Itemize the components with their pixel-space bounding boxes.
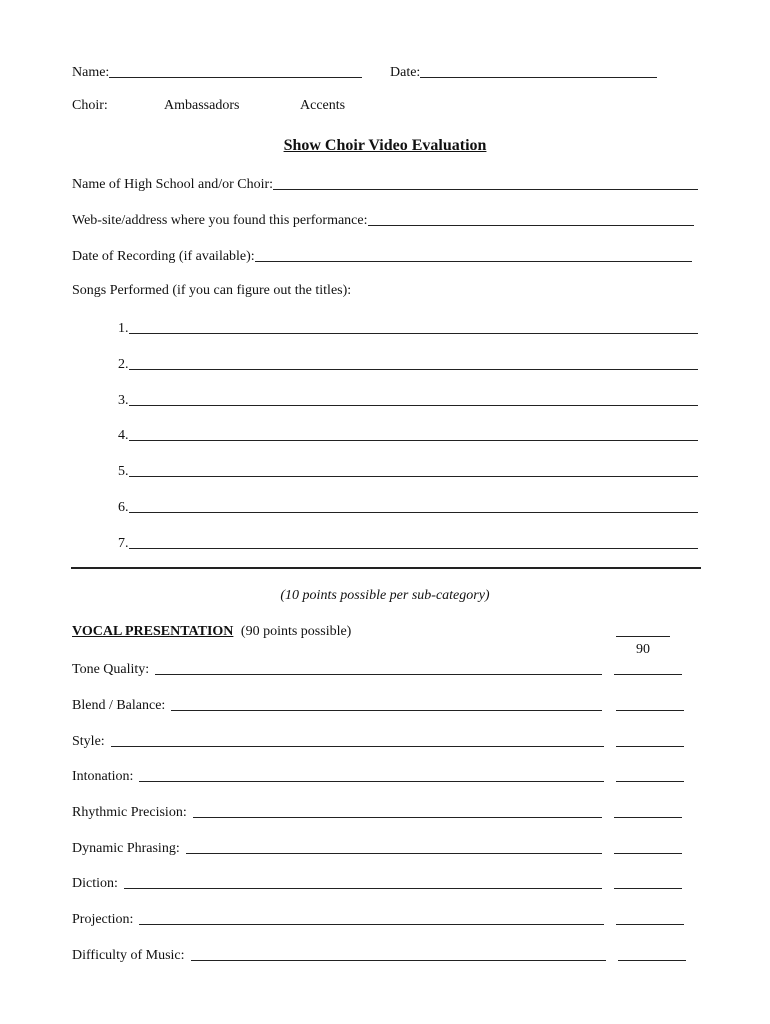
date-line[interactable] xyxy=(420,77,657,78)
comment-line[interactable] xyxy=(111,746,604,747)
song-blank[interactable] xyxy=(129,512,699,513)
category-row[interactable] xyxy=(72,944,686,964)
category-label: Intonation: xyxy=(72,769,134,784)
comment-line[interactable] xyxy=(139,924,604,925)
score-blank[interactable] xyxy=(614,817,682,818)
song-line[interactable] xyxy=(118,424,698,444)
category-label: Rhythmic Precision: xyxy=(72,805,187,820)
school-line[interactable] xyxy=(273,189,698,190)
song-line[interactable] xyxy=(118,389,698,409)
name-line[interactable] xyxy=(109,77,362,78)
vocal-total-blank[interactable] xyxy=(616,626,670,640)
comment-line[interactable] xyxy=(191,960,606,961)
song-blank[interactable] xyxy=(129,369,699,370)
comment-line[interactable] xyxy=(124,888,602,889)
song-blank[interactable] xyxy=(129,548,699,549)
score-blank[interactable] xyxy=(616,924,684,925)
website-field[interactable] xyxy=(72,209,694,229)
song-number: 7. xyxy=(118,536,129,551)
date-label: Date: xyxy=(390,65,421,80)
vocal-section-title: VOCAL PRESENTATION xyxy=(72,624,234,639)
song-number: 3. xyxy=(118,393,129,408)
divider xyxy=(71,567,701,569)
score-blank[interactable] xyxy=(614,888,682,889)
song-number: 5. xyxy=(118,464,129,479)
school-label: Name of High School and/or Choir: xyxy=(72,177,274,192)
comment-line[interactable] xyxy=(186,853,602,854)
song-line[interactable] xyxy=(118,317,698,337)
category-row[interactable] xyxy=(72,837,682,857)
website-label: Web-site/address where you found this performance: xyxy=(72,213,368,228)
category-row[interactable] xyxy=(72,658,682,678)
category-label: Difficulty of Music: xyxy=(72,948,185,963)
points-note: (10 points possible per sub-category) xyxy=(280,588,490,603)
score-blank[interactable] xyxy=(616,781,684,782)
category-label: Tone Quality: xyxy=(72,662,150,677)
school-field[interactable] xyxy=(72,173,698,193)
choir-option-ambassadors[interactable]: Ambassadors xyxy=(164,98,240,113)
category-label: Projection: xyxy=(72,912,134,927)
comment-line[interactable] xyxy=(171,710,602,711)
name-label: Name: xyxy=(72,65,110,80)
comment-line[interactable] xyxy=(139,781,604,782)
vocal-heading xyxy=(72,624,351,640)
recording-date-label: Date of Recording (if available): xyxy=(72,249,255,264)
song-blank[interactable] xyxy=(129,405,699,406)
song-number: 1. xyxy=(118,321,129,336)
song-blank[interactable] xyxy=(129,476,699,477)
name-field[interactable] xyxy=(72,61,362,81)
score-blank[interactable] xyxy=(618,960,686,961)
category-row[interactable] xyxy=(72,765,684,785)
category-label: Blend / Balance: xyxy=(72,698,166,713)
choir-option-accents[interactable]: Accents xyxy=(300,98,346,113)
category-row[interactable] xyxy=(72,872,682,892)
comment-line[interactable] xyxy=(155,674,602,675)
song-number: 4. xyxy=(118,428,129,443)
song-blank[interactable] xyxy=(129,333,699,334)
song-number: 6. xyxy=(118,500,129,515)
website-line[interactable] xyxy=(368,225,695,226)
vocal-points: (90 points possible) xyxy=(240,624,352,639)
date-field[interactable] xyxy=(390,61,657,81)
song-line[interactable] xyxy=(118,532,698,552)
score-blank[interactable] xyxy=(614,853,682,854)
vocal-total: 90 xyxy=(636,642,650,657)
category-label: Style: xyxy=(72,734,105,749)
category-label: Diction: xyxy=(72,876,118,891)
score-blank[interactable] xyxy=(614,674,682,675)
recording-date-field[interactable] xyxy=(72,245,692,265)
song-line[interactable] xyxy=(118,460,698,480)
category-row[interactable] xyxy=(72,908,684,928)
page-title: Show Choir Video Evaluation xyxy=(283,137,487,154)
songs-label: Songs Performed (if you can figure out the titles): xyxy=(72,283,352,298)
song-line[interactable] xyxy=(118,353,698,373)
score-blank[interactable] xyxy=(616,710,684,711)
song-number: 2. xyxy=(118,357,129,372)
category-row[interactable] xyxy=(72,801,682,821)
choir-label: Choir: xyxy=(72,98,108,113)
category-row[interactable] xyxy=(72,730,684,750)
song-blank[interactable] xyxy=(129,440,699,441)
song-line[interactable] xyxy=(118,496,698,516)
category-row[interactable] xyxy=(72,694,684,714)
recording-date-line[interactable] xyxy=(255,261,692,262)
comment-line[interactable] xyxy=(193,817,602,818)
score-blank[interactable] xyxy=(616,746,684,747)
category-label: Dynamic Phrasing: xyxy=(72,841,180,856)
